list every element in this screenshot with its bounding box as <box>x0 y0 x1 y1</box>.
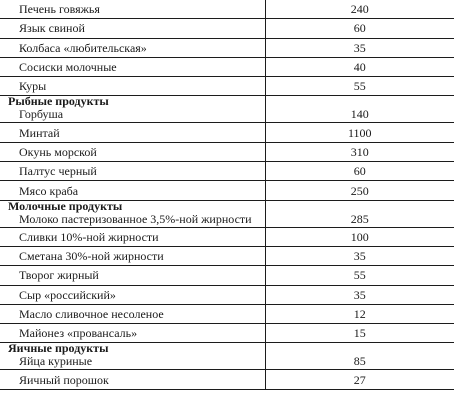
product-name: Яйца куриные <box>19 354 93 369</box>
product-value: 1100 <box>265 123 454 142</box>
table-row <box>0 370 454 389</box>
product-value: 27 <box>265 370 454 389</box>
product-value: 85 <box>265 343 454 370</box>
product-name: Минтай <box>0 123 265 142</box>
product-name: Яичный порошок <box>0 370 265 389</box>
table-row <box>0 181 454 200</box>
product-value: 250 <box>265 181 454 200</box>
product-value: 310 <box>265 142 454 161</box>
product-name: Палтус черный <box>0 162 265 181</box>
product-value: 35 <box>265 38 454 57</box>
product-name: Сметана 30%-ной жирности <box>0 246 265 265</box>
product-name: Окунь морской <box>0 142 265 161</box>
product-name: Молоко пастеризованное 3,5%-ной жирности <box>19 211 252 226</box>
product-value: 60 <box>265 19 454 38</box>
table-row <box>0 38 454 57</box>
table-row <box>0 0 454 19</box>
product-name: Сливки 10%-ной жирности <box>0 227 265 246</box>
group-cell <box>0 343 265 370</box>
product-value: 15 <box>265 324 454 343</box>
table-row-group-start <box>0 343 454 370</box>
product-name: Куры <box>0 77 265 96</box>
product-name: Горбуша <box>19 107 64 122</box>
product-name: Майонез «провансаль» <box>0 324 265 343</box>
group-cell <box>0 96 265 123</box>
product-value: 40 <box>265 57 454 76</box>
product-name: Масло сливочное несоленое <box>0 304 265 323</box>
table-row <box>0 142 454 161</box>
group-heading: Молочные продукты <box>8 200 123 213</box>
product-value: 285 <box>265 200 454 227</box>
product-name: Мясо краба <box>0 181 265 200</box>
product-name: Язык свиной <box>0 19 265 38</box>
table-row <box>0 266 454 285</box>
product-value: 240 <box>265 0 454 19</box>
product-value: 60 <box>265 162 454 181</box>
table-row <box>0 285 454 304</box>
table-row-group-start <box>0 96 454 123</box>
product-value: 100 <box>265 227 454 246</box>
table-row <box>0 246 454 265</box>
group-heading: Рыбные продукты <box>8 95 109 109</box>
product-name: Печень говяжья <box>0 0 265 19</box>
product-value: 35 <box>265 285 454 304</box>
table-row <box>0 162 454 181</box>
table-row <box>0 19 454 38</box>
table-row <box>0 324 454 343</box>
table-row-group-start <box>0 200 454 227</box>
group-heading: Яичные продукты <box>8 342 109 356</box>
table-row <box>0 304 454 323</box>
product-name: Сыр «российский» <box>0 285 265 304</box>
table-row <box>0 77 454 96</box>
group-cell <box>0 200 265 227</box>
product-name: Сосиски молочные <box>0 57 265 76</box>
product-name: Колбаса «любительская» <box>0 38 265 57</box>
table-row <box>0 227 454 246</box>
table-row <box>0 57 454 76</box>
product-name: Творог жирный <box>0 266 265 285</box>
product-value: 140 <box>265 96 454 123</box>
product-value: 35 <box>265 246 454 265</box>
product-value: 12 <box>265 304 454 323</box>
product-value: 55 <box>265 266 454 285</box>
table-row <box>0 123 454 142</box>
product-value: 55 <box>265 77 454 96</box>
